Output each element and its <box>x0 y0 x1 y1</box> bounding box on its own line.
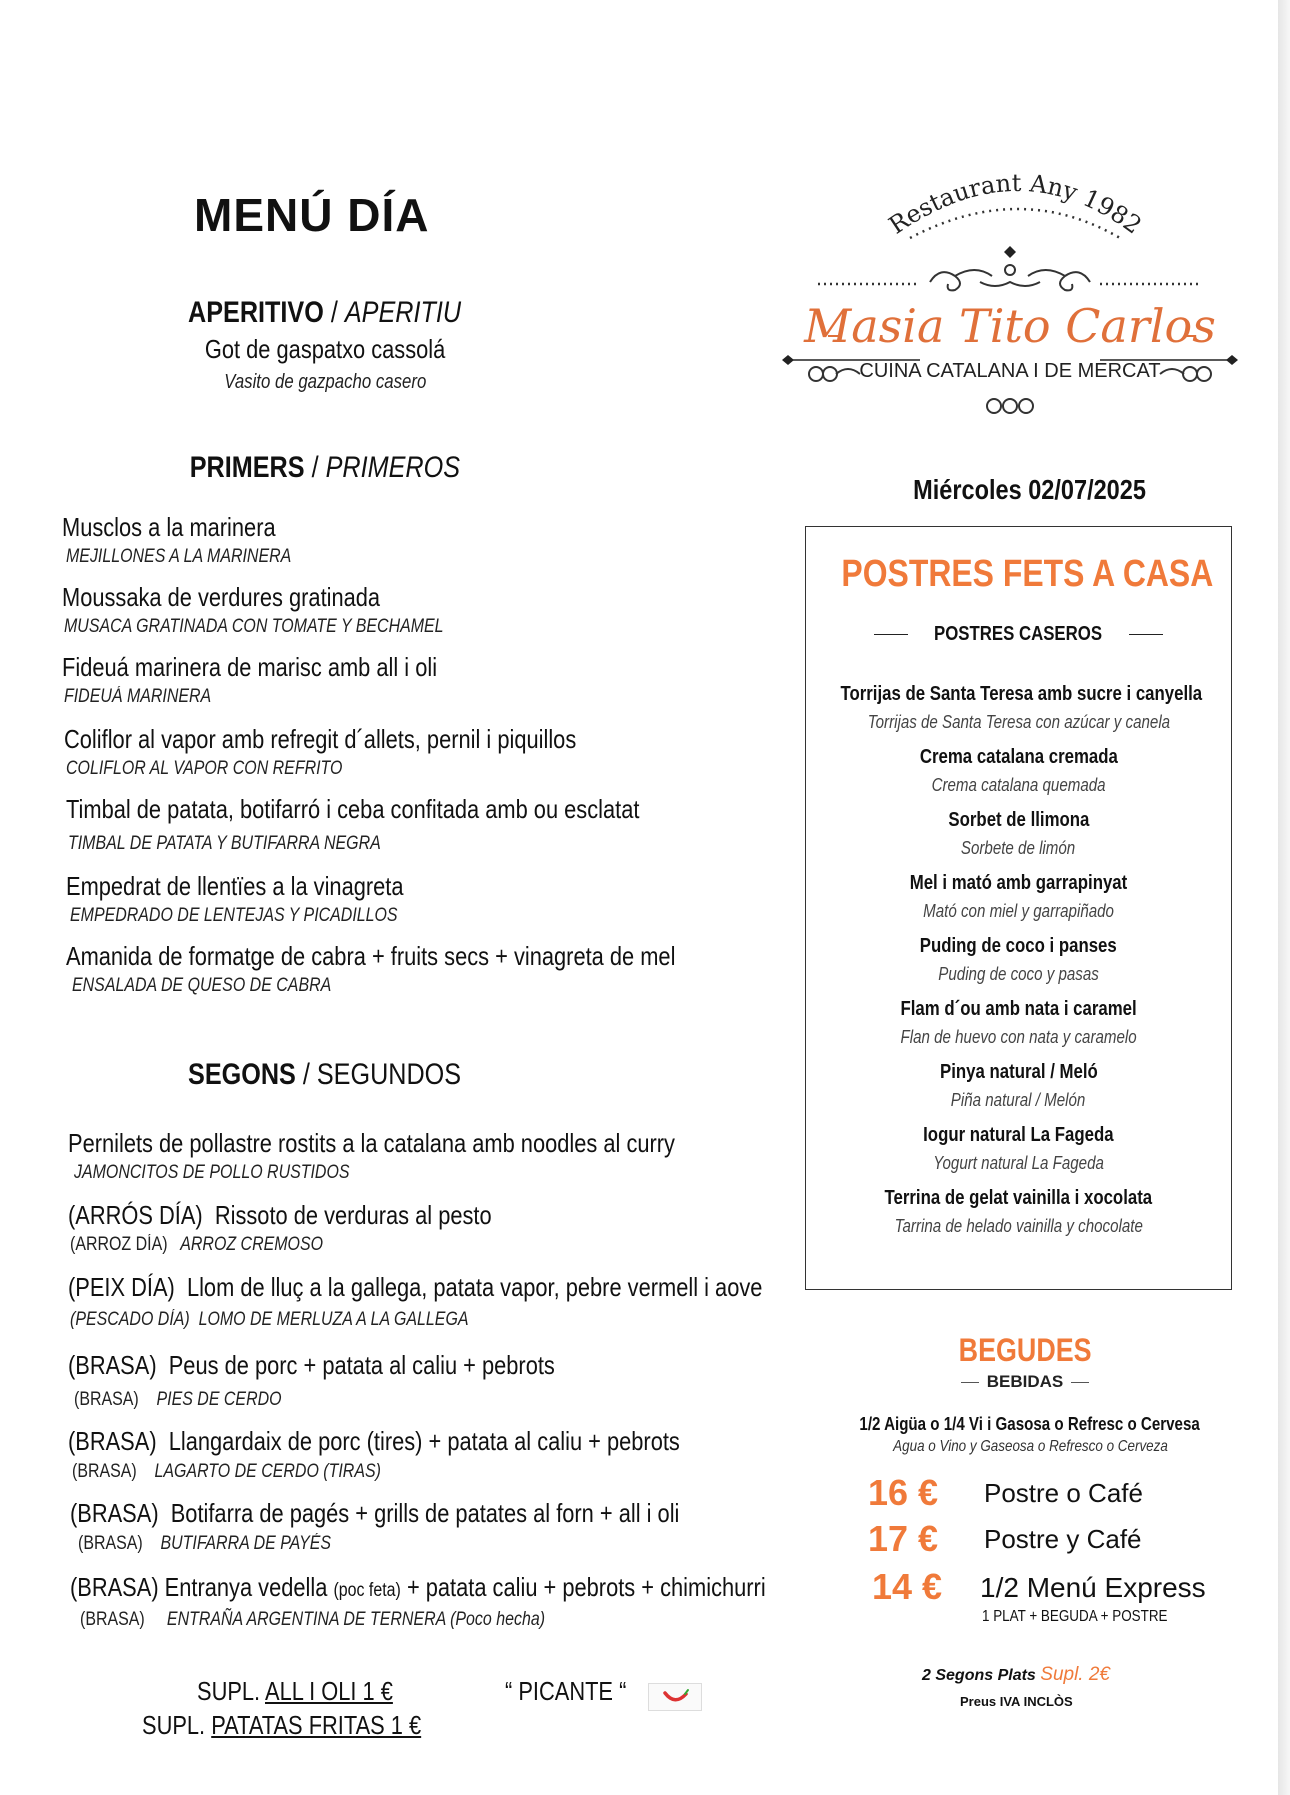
postres-title: POSTRES FETS A CASA <box>841 553 1214 595</box>
chili-icon <box>648 1683 702 1711</box>
postre-sub: Piña natural / Melón <box>951 1090 1086 1110</box>
primer-item: Fideuá marinera de marisc amb all i oli FIDEUÁ MARINERA <box>62 652 438 707</box>
price-label: 1/2 Menú Express <box>980 1572 1206 1603</box>
express-note: 1 PLAT + BEGUDA + POSTRE <box>982 1608 1168 1625</box>
picante-label: “ PICANTE “ <box>505 1676 627 1706</box>
aperitivo-section <box>60 296 590 394</box>
postre-name: Terrina de gelat vainilla i xocolata <box>884 1187 1153 1209</box>
postre-name: Puding de coco i panses <box>920 935 1117 957</box>
logo-name: Masia Tito Carlos <box>804 299 1216 353</box>
primer-item: Empedrat de llentïes a la vinagreta EMPEDRADO DE LENTEJAS Y PICADILLOS <box>66 871 404 926</box>
segon-item: (BRASA) Botifarra de pagés + grills de patates al forn + all i oli (BRASA) BUTIFARRA DE PAYÉS <box>70 1498 680 1554</box>
segon-item: Pernilets de pollastre rostits a la catalana amb noodles al curry JAMONCITOS DE POLLO RUSTIDOS <box>68 1128 675 1183</box>
postres-box <box>805 526 1232 1290</box>
postre-item <box>806 998 1231 1048</box>
logo-top-text: Restaurant Any 1982 <box>883 168 1147 240</box>
primer-item: Coliflor al vapor amb refregit d´allets, pernil i piquillos COLIFLOR AL VAPOR CON REFRITO <box>64 724 577 779</box>
postre-item <box>806 683 1231 733</box>
postre-name: Flam d´ou amb nata i caramel <box>900 998 1137 1020</box>
svg-text:Restaurant Any 1982 <box>884 169 1147 240</box>
primer-item: Timbal de patata, botifarró i ceba confitada amb ou esclatat TIMBAL DE PATATA Y BUTIFARRA NEGRA <box>66 794 640 854</box>
postre-name: Iogur natural La Fageda <box>923 1124 1114 1146</box>
begudes-title: BEGUDES <box>958 1332 1092 1368</box>
postre-name: Torrijas de Santa Teresa amb sucre i canyella <box>840 683 1203 705</box>
price-label: Postre y Café <box>984 1524 1142 1554</box>
postre-sub: Puding de coco y pasas <box>938 964 1099 984</box>
aperitivo-dish: Got de gaspatxo cassolá <box>204 334 446 364</box>
postre-item <box>806 872 1231 922</box>
restaurant-logo <box>770 160 1250 430</box>
postre-sub: Crema catalana quemada <box>931 775 1106 795</box>
postre-name: Pinya natural / Meló <box>939 1061 1098 1083</box>
segon-item: (BRASA) Entranya vedella (poc feta) + patata caliu + pebrots + chimichurri (BRASA) ENTRAÑA ARGENTINA DE TERNERA (Poco hecha) <box>70 1572 766 1630</box>
supl-alli-oli: SUPL. ALL I OLI 1 € <box>197 1676 393 1706</box>
menu-date: Miércoles 02/07/2025 <box>913 474 1147 505</box>
primer-item: Musclos a la marinera MEJILLONES A LA MARINERA <box>62 512 292 567</box>
postre-name: Sorbet de llimona <box>948 809 1089 831</box>
segon-item: (BRASA) Peus de porc + patata al caliu + pebrots (BRASA) PIES DE CERDO <box>68 1350 555 1410</box>
postre-item <box>806 1061 1231 1111</box>
segon-item: (BRASA) Llangardaix de porc (tires) + patata al caliu + pebrots (BRASA) LAGARTO DE CERDO (TIRAS) <box>68 1426 680 1482</box>
segons-heading: SEGONS / SEGUNDOS <box>188 1058 462 1091</box>
postre-sub: Flan de huevo con nata y caramelo <box>900 1027 1137 1047</box>
supl-patatas: SUPL. PATATAS FRITAS 1 € <box>142 1710 422 1740</box>
price-value: 14 € <box>872 1566 943 1607</box>
postre-sub: Sorbete de limón <box>961 838 1076 858</box>
postre-name: Mel i mató amb garrapinyat <box>909 872 1128 894</box>
postre-sub: Tarrina de helado vainilla y chocolate <box>894 1216 1143 1236</box>
primer-item: Moussaka de verdures gratinada MUSACA GRATINADA CON TOMATE Y BECHAMEL <box>62 582 444 637</box>
postre-sub: Yogurt natural La Fageda <box>933 1153 1104 1173</box>
page-edge <box>1278 0 1290 1795</box>
logo-tagline: CUINA CATALANA I DE MERCAT <box>859 360 1161 382</box>
price-label: Postre o Café <box>984 1478 1143 1508</box>
begudes-options: 1/2 Aigüa o 1/4 Vi i Gasosa o Refresc o Cervesa <box>859 1414 1201 1434</box>
segon-item: (PEIX DÍA) Llom de lluç a la gallega, patata vapor, pebre vermell i aove (PESCADO DÍA) LOMO DE MERLUZA A LA GALLEGA <box>68 1272 763 1330</box>
segons-plats-supl: 2 Segons Plats Supl. 2€ <box>922 1664 1111 1685</box>
postre-item <box>806 746 1231 796</box>
iva-note: Preus IVA INCLÒS <box>960 1694 1073 1709</box>
primers-heading: PRIMERS / PRIMEROS <box>189 451 461 484</box>
postre-sub: Mató con miel y garrapiñado <box>923 901 1114 921</box>
primer-item: Amanida de formatge de cabra + fruits secs + vinagreta de mel ENSALADA DE QUESO DE CABRA <box>66 941 676 996</box>
aperitivo-heading: APERITIVO / APERITIU <box>188 296 462 329</box>
aperitivo-sub: Vasito de gazpacho casero <box>223 371 427 393</box>
bebidas-options: Agua o Vino y Gaseosa o Refresco o Cerveza <box>892 1438 1168 1455</box>
postre-item <box>806 809 1231 859</box>
price-value: 17 € <box>868 1518 939 1559</box>
segon-item: (ARRÓS DÍA) Rissoto de verduras al pesto (ARROZ DÍA) ARROZ CREMOSO <box>68 1200 492 1255</box>
postres-subtitle: POSTRES CASEROS <box>806 623 1231 646</box>
bebidas-subtitle: BEBIDAS <box>820 1372 1230 1392</box>
postre-item <box>806 935 1231 985</box>
price-value: 16 € <box>868 1472 939 1513</box>
postre-item <box>806 1187 1231 1237</box>
postre-item <box>806 1124 1231 1174</box>
postre-sub: Torrijas de Santa Teresa con azúcar y canela <box>867 712 1170 732</box>
postre-name: Crema catalana cremada <box>919 746 1118 768</box>
menu-title: MENÚ DÍA <box>194 189 430 241</box>
